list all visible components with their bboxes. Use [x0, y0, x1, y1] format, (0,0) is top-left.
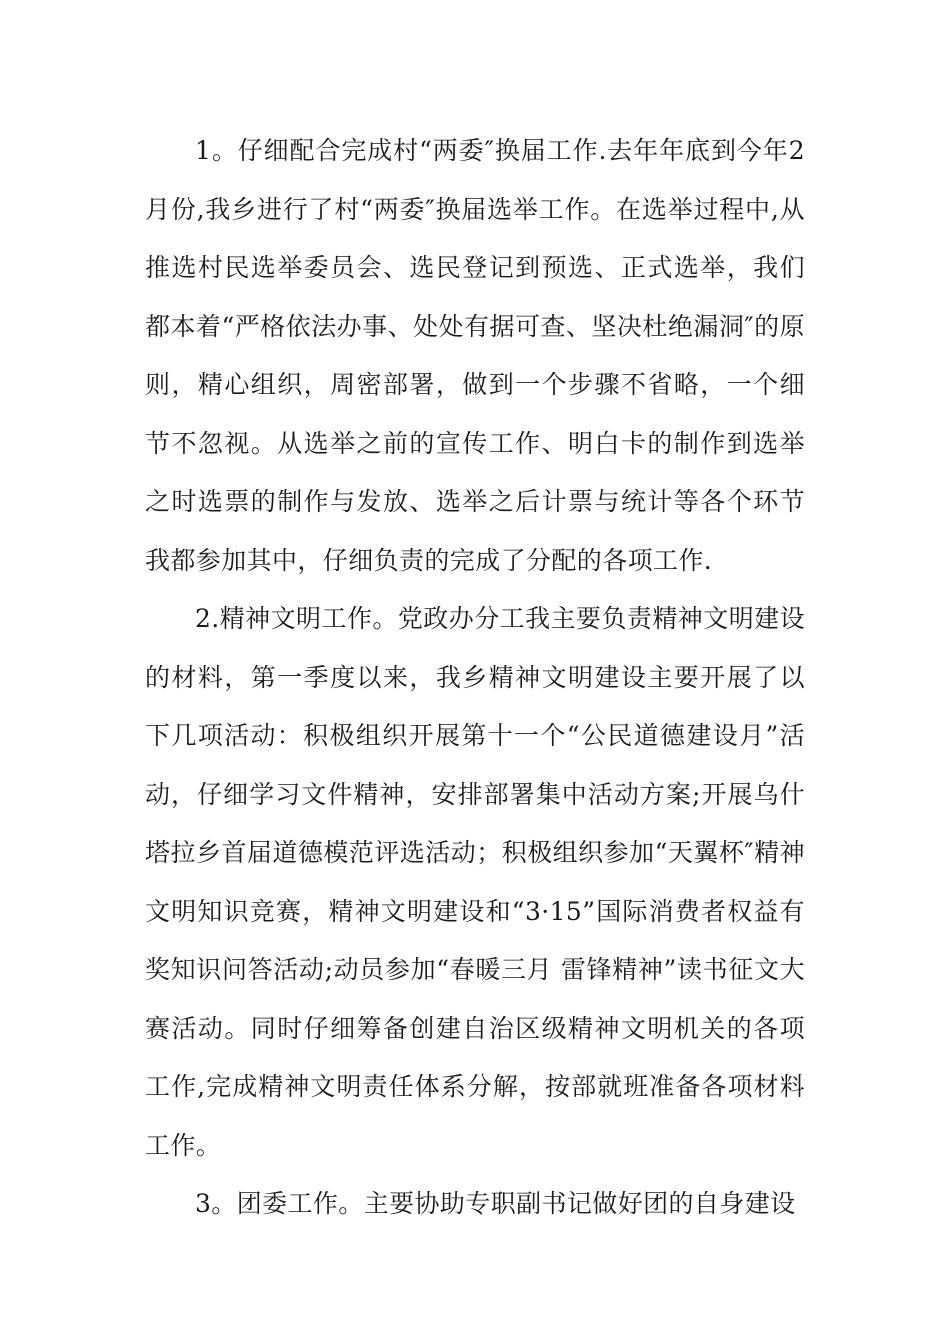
paragraph-village-election: 1。仔细配合完成村“两委″换届工作.去年年底到今年2月份,我乡进行了村“两委″换届选举工作。在选举过程中,从推选村民选举委员会、选民登记到预选、正式选举，我们都本着“严格依法办事、处处有据可查、坚决杜绝漏洞″的原则，精心组织，周密部署，做到一个步骤不省略，一个细节不忽视。从选举之前的宣传工作、明白卡的制作到选举之时选票的制作与发放、选举之后计票与统计等各个环节我都参加其中，仔细负责的完成了分配的各项工作.: [145, 136, 805, 575]
paragraph-youth-league: 3。团委工作。主要协助专职副书记做好团的自身建设: [195, 1189, 796, 1218]
paragraph-spiritual-civilization: 2.精神文明工作。党政办分工我主要负责精神文明建设的材料，第一季度以来，我乡精神文明建设主要开展了以下几项活动：积极组织开展第十一个“公民道德建设月”活动，仔细学习文件精神，安排部署集中活动方案;开展乌什塔拉乡首届道德模范评选活动；积极组织参加“天翼杯″精神文明知识竞赛，精神文明建设和“3·15”国际消费者权益有奖知识问答活动;动员参加“春暖三月 雷锋精神”读书征文大赛活动。同时仔细筹备创建自治区级精神文明机关的各项工作,完成精神文明责任体系分解，按部就班准备各项材料工作。: [145, 604, 805, 1160]
document-body: [145, 122, 805, 1234]
